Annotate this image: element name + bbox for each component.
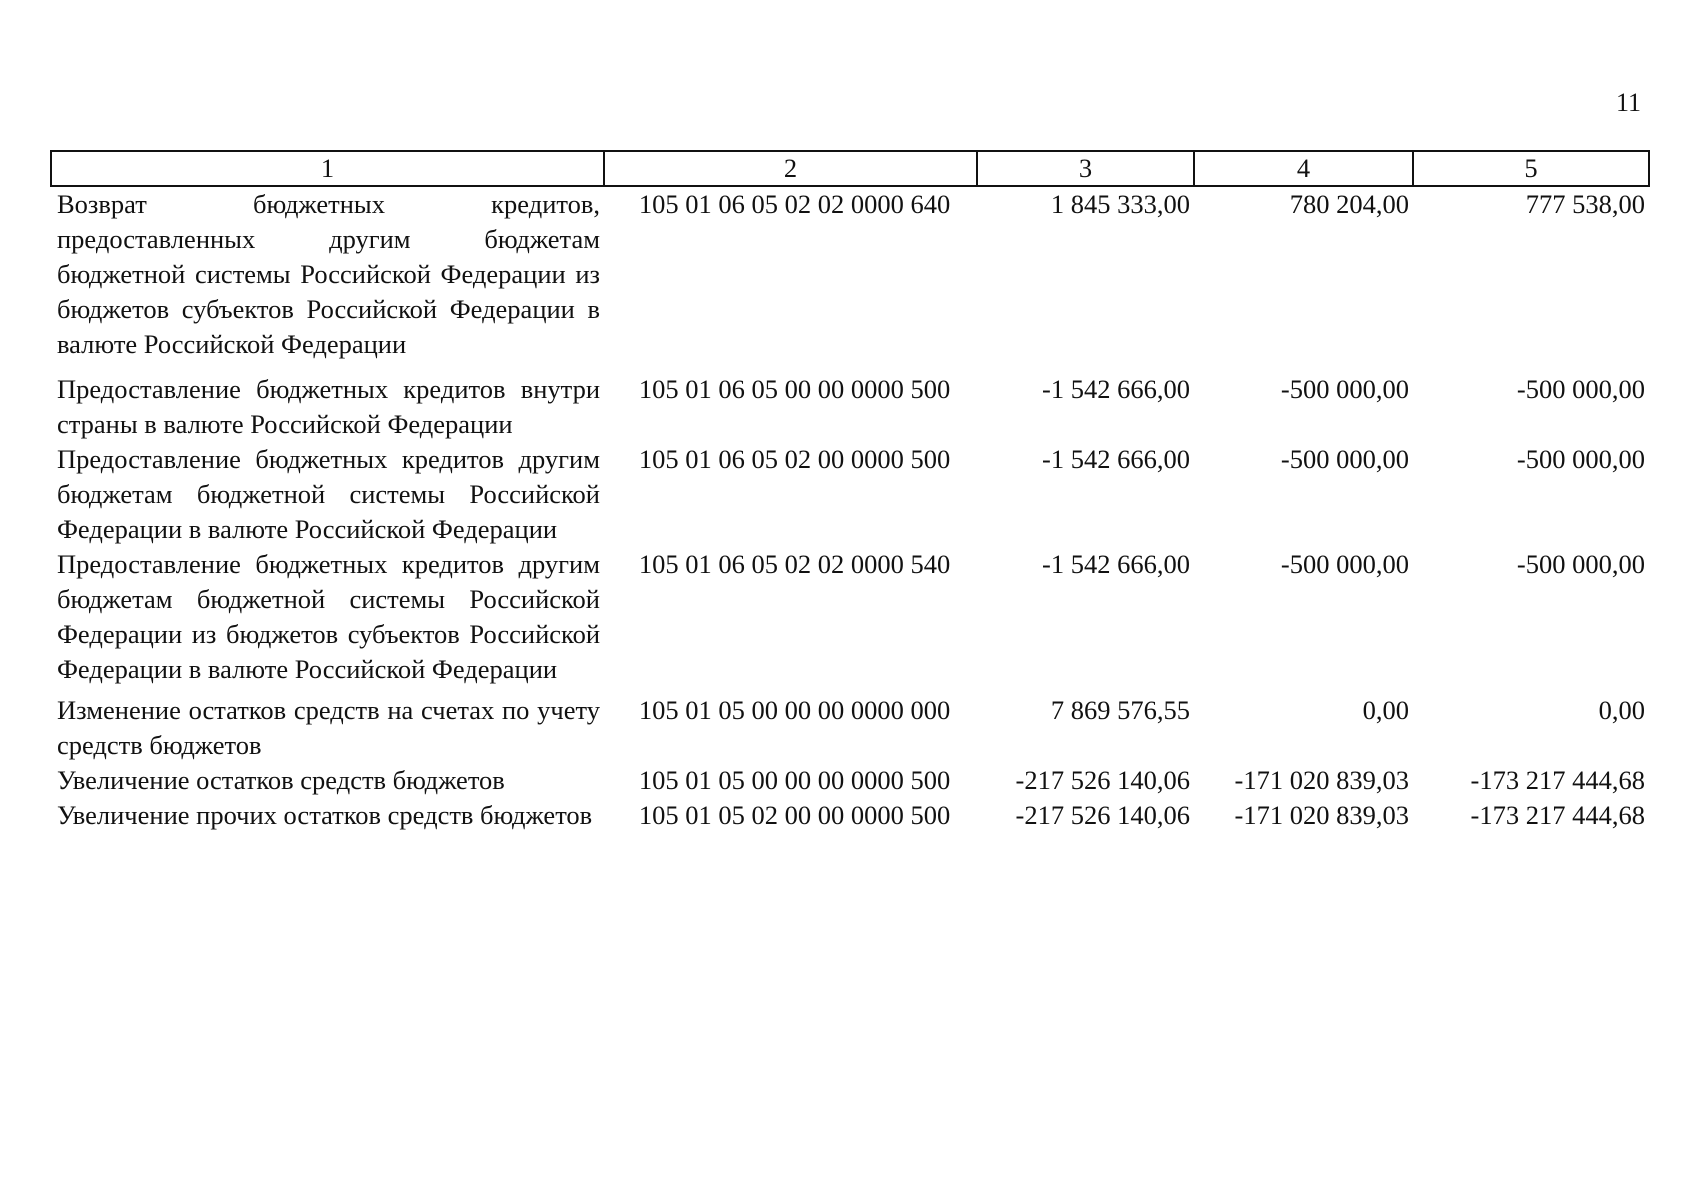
row-name: Предоставление бюджетных кредитов другим бюджетам бюджетной системы Российской Федерации из бюджетов субъектов Российской Федерации в валюте Российской Федерации [57, 549, 600, 684]
row-name: Изменение остатков средств на счетах по учету средств бюджетов [57, 695, 600, 760]
table-row [51, 186, 1649, 372]
column-header-4: 4 [1194, 151, 1413, 186]
row-value-col3: -217 526 140,06 [1015, 765, 1190, 795]
table-body [51, 186, 1649, 833]
table-header [51, 151, 1649, 186]
row-code: 105 01 05 00 00 00 0000 500 [638, 765, 951, 795]
row-name: Возврат бюджетных кредитов, предоставленных другим бюджетам бюджетной системы Российской Федерации из бюджетов субъектов Российской Федерации в валюте Российской Федерации [57, 189, 600, 359]
row-code: 105 01 06 05 02 02 0000 540 [638, 549, 951, 579]
row-name: Предоставление бюджетных кредитов внутри страны в валюте Российской Федерации [57, 374, 600, 439]
row-value-col4: -500 000,00 [1280, 444, 1409, 474]
row-code: 105 01 06 05 02 02 0000 640 [638, 189, 951, 219]
row-value-col4: -500 000,00 [1280, 374, 1409, 404]
row-code: 105 01 05 00 00 00 0000 000 [638, 695, 951, 725]
row-value-col3: -1 542 666,00 [1042, 374, 1190, 404]
column-header-2: 2 [604, 151, 977, 186]
row-value-col4: -171 020 839,03 [1234, 800, 1409, 830]
table-row [51, 372, 1649, 442]
row-value-col3: -217 526 140,06 [1015, 800, 1190, 830]
column-header-3: 3 [977, 151, 1194, 186]
row-value-col3: 1 845 333,00 [1050, 189, 1190, 219]
row-value-col5: 777 538,00 [1525, 189, 1645, 219]
row-value-col3: -1 542 666,00 [1042, 444, 1190, 474]
row-value-col3: 7 869 576,55 [1050, 695, 1190, 725]
row-value-col5: -500 000,00 [1516, 444, 1645, 474]
page-number: 11 [1615, 88, 1641, 117]
row-value-col4: 0,00 [1362, 695, 1409, 725]
table-row [51, 763, 1649, 798]
row-value-col4: -171 020 839,03 [1234, 765, 1409, 795]
header-row [51, 151, 1649, 186]
row-name: Увеличение остатков средств бюджетов [57, 765, 505, 795]
row-value-col5: -173 217 444,68 [1470, 800, 1645, 830]
row-code: 105 01 05 02 00 00 0000 500 [638, 800, 951, 830]
row-value-col4: 780 204,00 [1289, 189, 1409, 219]
table-row [51, 693, 1649, 763]
row-value-col5: -500 000,00 [1516, 549, 1645, 579]
row-code: 105 01 06 05 00 00 0000 500 [638, 374, 951, 404]
table-row [51, 442, 1649, 547]
table-row [51, 798, 1649, 833]
table-row [51, 547, 1649, 693]
column-header-5: 5 [1413, 151, 1649, 186]
row-name: Предоставление бюджетных кредитов другим бюджетам бюджетной системы Российской Федерации в валюте Российской Федерации [57, 444, 600, 544]
column-header-1: 1 [51, 151, 604, 186]
row-value-col5: -500 000,00 [1516, 374, 1645, 404]
row-code: 105 01 06 05 02 00 0000 500 [638, 444, 951, 474]
row-value-col4: -500 000,00 [1280, 549, 1409, 579]
budget-sources-table [50, 150, 1650, 833]
row-value-col5: 0,00 [1598, 695, 1645, 725]
row-value-col3: -1 542 666,00 [1042, 549, 1190, 579]
row-value-col5: -173 217 444,68 [1470, 765, 1645, 795]
row-name: Увеличение прочих остатков средств бюджетов [57, 800, 593, 830]
